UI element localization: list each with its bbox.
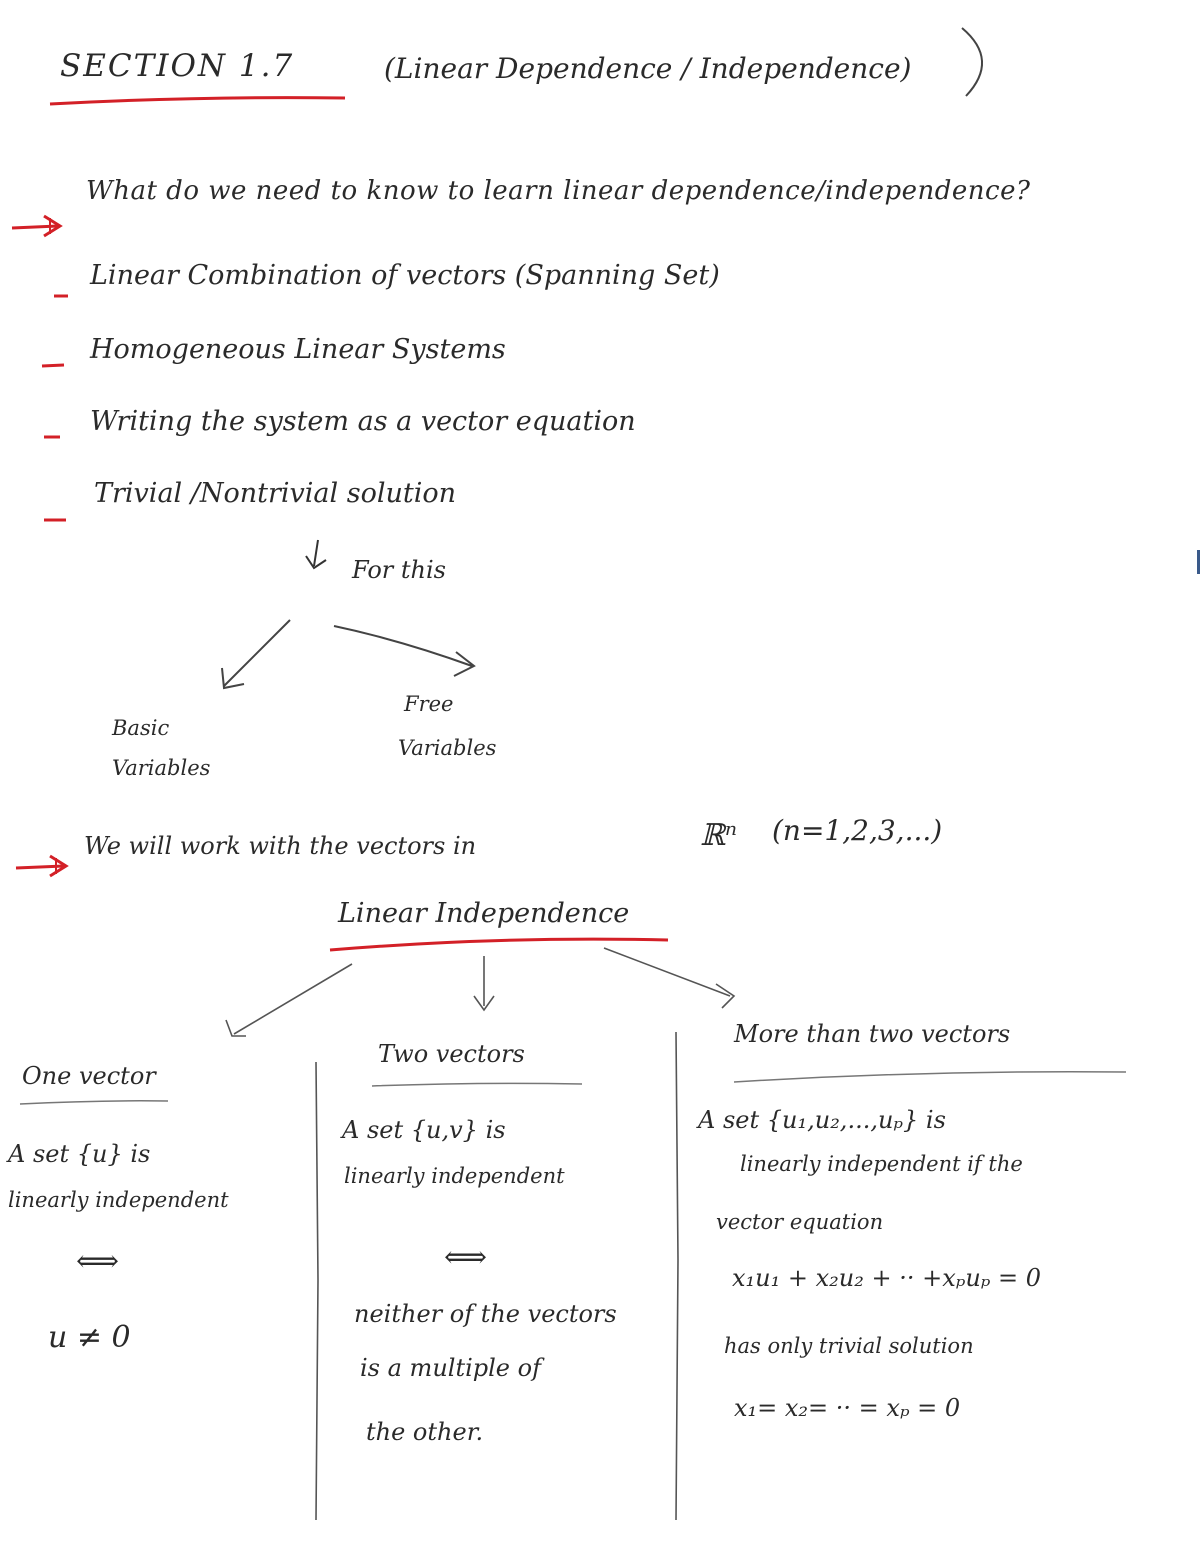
one-vector-iff: ⟺ (76, 1244, 120, 1279)
guiding-question: What do we need to know to learn linear dependence/independence? (86, 176, 1031, 206)
more-vectors-equation: x₁u₁ + x₂u₂ + ·· +xₚuₚ = 0 (732, 1264, 1042, 1292)
divider-left (316, 1062, 318, 1520)
free-variables-label: Variables (398, 736, 497, 760)
more-vectors-line: vector equation (716, 1210, 884, 1234)
red-dash-bullet-2 (42, 365, 64, 366)
arrow-to-more-vectors (604, 948, 734, 1008)
arrow-to-two-vectors (474, 956, 494, 1010)
linear-independence-heading: Linear Independence (338, 898, 630, 929)
more-vectors-heading: More than two vectors (734, 1020, 1011, 1048)
two-vectors-line: is a multiple of (360, 1354, 541, 1382)
two-vectors-underline (372, 1083, 582, 1086)
divider-right (676, 1032, 678, 1520)
more-vectors-line: A set {u₁,u₂,...,uₚ} is (698, 1106, 946, 1134)
basic-variables-label: Variables (112, 756, 211, 780)
linear-independence-underline (330, 939, 668, 950)
prereq-item: Homogeneous Linear Systems (90, 334, 506, 365)
two-vectors-line: neither of the vectors (354, 1300, 617, 1328)
two-vectors-heading: Two vectors (378, 1040, 525, 1068)
for-this-label: For this (352, 556, 446, 584)
red-arrow-bullet-1 (12, 216, 60, 236)
work-note: We will work with the vectors in (84, 832, 477, 860)
title-underline (50, 98, 345, 104)
prereq-item: Trivial /Nontrivial solution (94, 478, 456, 509)
two-vectors-line: A set {u,v} is (342, 1116, 506, 1144)
two-vectors-iff: ⟺ (444, 1240, 488, 1275)
red-arrow-bullet-2 (16, 856, 66, 876)
title-close-paren (962, 28, 982, 96)
down-arrow-small (306, 540, 326, 568)
rn-range: (n=1,2,3,...) (772, 814, 943, 847)
rn-symbol: ℝⁿ (700, 818, 738, 853)
section-subtitle: (Linear Dependence / Independence) (384, 52, 912, 85)
prereq-item: Linear Combination of vectors (Spanning Set) (90, 260, 720, 291)
two-vectors-line: linearly independent (344, 1164, 565, 1188)
more-vectors-underline (734, 1072, 1126, 1082)
arrow-to-one-vector (226, 964, 352, 1036)
one-vector-heading: One vector (22, 1062, 156, 1090)
one-vector-line: A set {u} is (8, 1140, 151, 1168)
section-number: SECTION 1.7 (60, 48, 295, 84)
free-variables-label: Free (404, 692, 454, 716)
arrow-to-free (334, 626, 474, 676)
more-vectors-line: linearly independent if the (740, 1152, 1023, 1176)
one-vector-line: linearly independent (8, 1188, 229, 1212)
arrow-to-basic (222, 620, 290, 688)
more-vectors-line: has only trivial solution (724, 1334, 974, 1358)
one-vector-underline (20, 1101, 168, 1104)
prereq-item: Writing the system as a vector equation (90, 406, 636, 437)
basic-variables-label: Basic (112, 716, 170, 740)
one-vector-condition: u ≠ 0 (48, 1320, 131, 1355)
more-vectors-solution: x₁= x₂= ·· = xₚ = 0 (734, 1394, 961, 1422)
two-vectors-line: the other. (366, 1418, 484, 1446)
